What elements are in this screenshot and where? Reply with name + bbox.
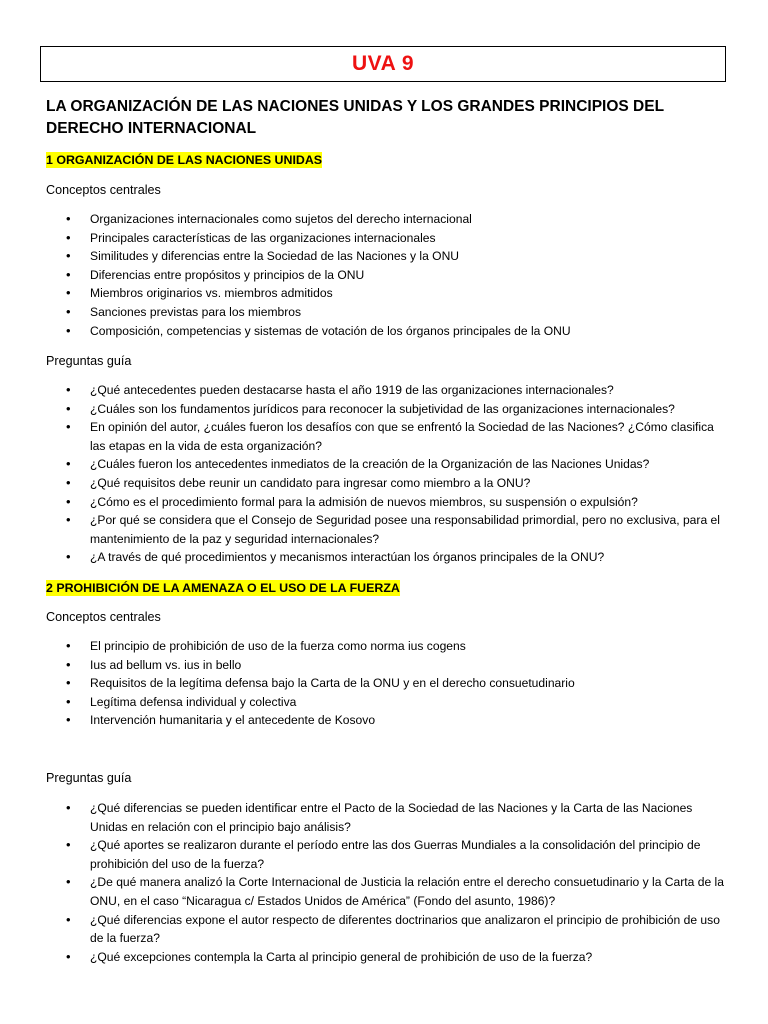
- section-2-questions-label: Preguntas guía: [46, 771, 132, 785]
- bullet-icon: •: [66, 419, 71, 435]
- bullet-icon: •: [66, 285, 71, 301]
- question-item-text: ¿De qué manera analizó la Corte Internacional de Justicia la relación entre el derecho consuetudinario y la Carta de la ONU, en el caso “Nicaragua c/ Estados Unidos de América” (Fondo del asunto, 1986)?: [90, 875, 724, 908]
- concept-item-text: Ius ad bellum vs. ius in bello: [90, 657, 242, 672]
- concept-item: [66, 229, 730, 248]
- question-item-text: ¿A través de qué procedimientos y mecanismos interactúan los órganos principales de la ONU?: [90, 550, 605, 565]
- concept-item: [66, 322, 730, 341]
- bullet-icon: •: [66, 549, 71, 565]
- bullet-icon: •: [66, 400, 71, 416]
- document-title: UVA 9: [351, 52, 414, 75]
- bullet-icon: •: [66, 712, 71, 728]
- concept-item: [66, 210, 730, 229]
- question-item: [66, 511, 730, 548]
- question-item: [66, 799, 730, 836]
- bullet-icon: •: [66, 675, 71, 691]
- bullet-icon: •: [66, 248, 71, 264]
- concept-item: [66, 711, 730, 730]
- concept-item: [66, 284, 730, 303]
- bullet-icon: •: [66, 911, 71, 927]
- question-item-text: ¿Qué diferencias se pueden identificar entre el Pacto de la Sociedad de las Naciones y la Carta de las Naciones Unidas en relación con el principio bajo análisis?: [90, 801, 693, 834]
- bullet-icon: •: [66, 474, 71, 490]
- question-item: [66, 474, 730, 493]
- bullet-icon: •: [66, 656, 71, 672]
- concept-item: [66, 266, 730, 285]
- question-item-text: ¿Qué excepciones contempla la Carta al principio general de prohibición de uso de la fuerza?: [90, 949, 593, 964]
- question-item-text: ¿Qué requisitos debe reunir un candidato para ingresar como miembro a la ONU?: [90, 475, 531, 490]
- concept-item-text: Principales características de las organizaciones internacionales: [90, 230, 436, 245]
- question-item: [66, 548, 730, 567]
- concept-item-text: Sanciones previstas para los miembros: [90, 304, 302, 319]
- concept-item: [66, 637, 730, 656]
- question-item: [66, 948, 730, 967]
- section-1-questions-label: Preguntas guía: [46, 354, 132, 368]
- title-box: [40, 46, 726, 82]
- section-1-concepts-label: Conceptos centrales: [46, 183, 161, 197]
- bullet-icon: •: [66, 693, 71, 709]
- concept-item: [66, 303, 730, 322]
- question-item: [66, 381, 730, 400]
- question-item-text: En opinión del autor, ¿cuáles fueron los desafíos con que se enfrentó la Sociedad de las Naciones? ¿Cómo clasifica las etapas en la vida de esta organización?: [90, 420, 714, 453]
- question-item: [66, 873, 730, 910]
- section-2-heading: [46, 581, 400, 596]
- section-1-heading-text: 1 ORGANIZACIÓN DE LAS NACIONES UNIDAS: [46, 153, 323, 167]
- bullet-icon: •: [66, 211, 71, 226]
- concept-item-text: Organizaciones internacionales como sujetos del derecho internacional: [90, 212, 472, 226]
- bullet-icon: •: [66, 512, 71, 528]
- concept-item-text: Similitudes y diferencias entre la Sociedad de las Naciones y la ONU: [90, 249, 460, 264]
- question-item: [66, 911, 730, 948]
- question-item-text: ¿Qué diferencias expone el autor respecto de diferentes doctrinarios que analizaron el principio de prohibición de uso de la fuerza?: [90, 912, 720, 946]
- question-item: [66, 493, 730, 512]
- bullet-icon: •: [66, 382, 71, 397]
- concept-item-text: Miembros originarios vs. miembros admitidos: [90, 286, 333, 301]
- bullet-icon: •: [66, 303, 71, 319]
- section-1-heading: [46, 153, 322, 168]
- bullet-icon: •: [66, 948, 71, 964]
- bullet-icon: •: [66, 837, 71, 853]
- concept-item: [66, 247, 730, 266]
- concept-item: [66, 693, 730, 712]
- concept-item-text: El principio de prohibición de uso de la fuerza como norma ius cogens: [90, 639, 466, 653]
- question-item-text: ¿Cómo es el procedimiento formal para la admisión de nuevos miembros, su suspensión o expulsión?: [90, 494, 638, 509]
- section-2-concepts-label: Conceptos centrales: [46, 610, 161, 624]
- concept-item-text: Legítima defensa individual y colectiva: [90, 694, 297, 709]
- bullet-icon: •: [66, 874, 71, 890]
- question-item: [66, 455, 730, 474]
- bullet-icon: •: [66, 638, 71, 653]
- question-item-text: ¿Qué antecedentes pueden destacarse hasta el año 1919 de las organizaciones internacionales?: [90, 383, 614, 397]
- question-item: [66, 400, 730, 419]
- section-2-questions-list: [66, 799, 730, 966]
- bullet-icon: •: [66, 229, 71, 245]
- concept-item: [66, 674, 730, 693]
- bullet-icon: •: [66, 493, 71, 509]
- section-2-heading-text: 2 PROHIBICIÓN DE LA AMENAZA O EL USO DE LA FUERZA: [46, 581, 400, 595]
- question-item-text: ¿Cuáles fueron los antecedentes inmediatos de la creación de la Organización de las Naciones Unidas?: [90, 457, 650, 472]
- question-item-text: ¿Qué aportes se realizaron durante el período entre las dos Guerras Mundiales a la consolidación del principio de prohibición del uso de la fuerza?: [90, 838, 701, 871]
- bullet-icon: •: [66, 800, 71, 815]
- section-1-questions-list: [66, 381, 730, 567]
- concept-item-text: Requisitos de la legítima defensa bajo la Carta de la ONU y en el derecho consuetudinario: [90, 676, 575, 691]
- section-2-concepts-list: [66, 637, 730, 730]
- concept-item-text: Intervención humanitaria y el antecedente de Kosovo: [90, 713, 376, 728]
- question-item-text: ¿Por qué se considera que el Consejo de Seguridad posee una responsabilidad primordial, pero no exclusiva, para el mantenimiento de la paz y seguridad internacionales?: [90, 513, 720, 546]
- concept-item-text: Composición, competencias y sistemas de votación de los órganos principales de la ONU: [90, 323, 571, 338]
- section-1-concepts-list: [66, 210, 730, 340]
- main-heading: LA ORGANIZACIÓN DE LAS NACIONES UNIDAS Y LOS GRANDES PRINCIPIOS DEL DERECHO INTERNACIONAL: [46, 98, 664, 137]
- bullet-icon: •: [66, 456, 71, 472]
- bullet-icon: •: [66, 266, 71, 282]
- question-item: [66, 418, 730, 455]
- bullet-icon: •: [66, 322, 71, 338]
- question-item: [66, 836, 730, 873]
- concept-item-text: Diferencias entre propósitos y principios de la ONU: [90, 267, 365, 282]
- concept-item: [66, 656, 730, 675]
- question-item-text: ¿Cuáles son los fundamentos jurídicos para reconocer la subjetividad de las organizaciones internacionales?: [90, 401, 675, 416]
